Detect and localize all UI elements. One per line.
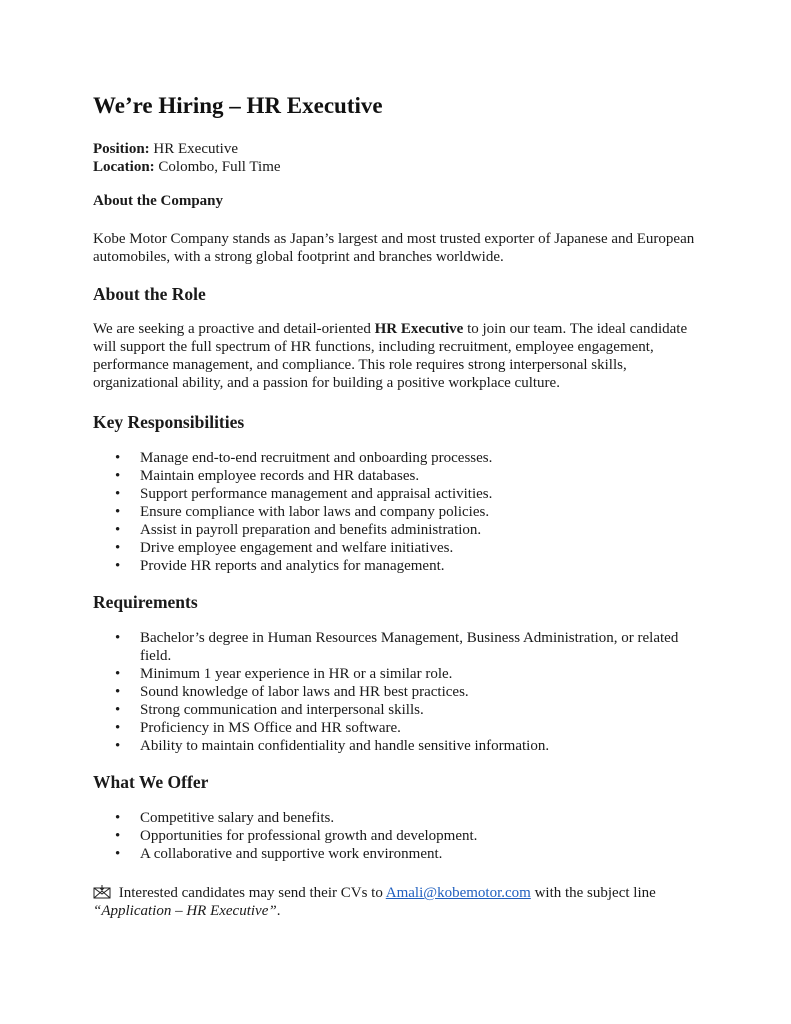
list-item-text: Competitive salary and benefits. [140, 810, 335, 826]
list-item [93, 449, 713, 467]
bullet-icon: • [115, 558, 121, 574]
bullet-icon: • [115, 738, 121, 754]
contact-text: . [276, 903, 281, 919]
list-item-text: Drive employee engagement and welfare initiatives. [140, 540, 454, 556]
bullet-icon: • [115, 828, 121, 844]
list-item-text: Maintain employee records and HR databases. [140, 468, 420, 484]
list-item [93, 827, 713, 845]
offer-heading: What We Offer [93, 772, 209, 792]
bullet-icon: • [115, 846, 121, 862]
bullet-icon: • [115, 450, 121, 466]
list-item-text: A collaborative and supportive work environment. [140, 846, 443, 862]
list-item-text: Ability to maintain confidentiality and handle sensitive information. [140, 738, 550, 754]
position-line [93, 140, 238, 158]
contact-line [93, 884, 713, 920]
bullet-icon: • [115, 468, 121, 484]
subject-line: “Application – HR Executive” [93, 903, 277, 919]
offer-list [93, 809, 713, 863]
bullet-icon: • [115, 540, 121, 556]
bullet-icon: • [115, 504, 121, 520]
bullet-icon: • [115, 522, 121, 538]
list-item [93, 737, 713, 755]
list-item-text: Support performance management and appraisal activities. [140, 486, 493, 502]
bullet-icon: • [115, 810, 121, 826]
bullet-icon: • [115, 684, 121, 700]
list-item [93, 701, 713, 719]
page-title: We’re Hiring – HR Executive [93, 93, 383, 118]
responsibilities-list [93, 449, 713, 575]
email-link[interactable]: Amali@kobemotor.com [385, 885, 531, 901]
responsibilities-heading: Key Responsibilities [93, 412, 245, 432]
list-item [93, 629, 713, 665]
list-item [93, 719, 713, 737]
list-item-text: Manage end-to-end recruitment and onboarding processes. [140, 450, 493, 466]
position-value: HR Executive [149, 141, 238, 157]
envelope-icon [93, 885, 111, 899]
list-item [93, 485, 713, 503]
list-item [93, 809, 713, 827]
contact-text: Interested candidates may send their CVs to [115, 885, 386, 901]
list-item [93, 467, 713, 485]
requirements-list [93, 629, 713, 755]
bullet-icon: • [115, 720, 121, 736]
bullet-icon: • [115, 666, 121, 682]
list-item-text: Opportunities for professional growth and development. [140, 828, 478, 844]
list-item-text: Bachelor’s degree in Human Resources Management, Business Administration, or related field. [140, 630, 679, 664]
about-company-text: Kobe Motor Company stands as Japan’s largest and most trusted exporter of Japanese and European automobiles, with a strong global footprint and branches worldwide. [93, 231, 695, 265]
list-item-text: Proficiency in MS Office and HR software. [140, 720, 401, 736]
list-item-text: Strong communication and interpersonal skills. [140, 702, 424, 718]
bullet-icon: • [115, 702, 121, 718]
bullet-icon: • [115, 630, 121, 646]
list-item [93, 683, 713, 701]
contact-text: with the subject line [530, 885, 656, 901]
location-line [93, 158, 281, 176]
list-item-text: Provide HR reports and analytics for management. [140, 558, 445, 574]
list-item [93, 539, 713, 557]
list-item [93, 503, 713, 521]
position-label: Position: [93, 141, 150, 157]
about-role-bold: HR Executive [374, 321, 464, 337]
about-company-heading: About the Company [93, 193, 224, 209]
list-item [93, 521, 713, 539]
list-item-text: Ensure compliance with labor laws and company policies. [140, 504, 490, 520]
bullet-icon: • [115, 486, 121, 502]
about-role-heading: About the Role [93, 284, 206, 304]
list-item-text: Minimum 1 year experience in HR or a similar role. [140, 666, 453, 682]
requirements-heading: Requirements [93, 592, 198, 612]
list-item-text: Sound knowledge of labor laws and HR best practices. [140, 684, 469, 700]
list-item [93, 845, 713, 863]
location-value: Colombo, Full Time [154, 159, 281, 175]
about-role-text [93, 320, 713, 392]
list-item-text: Assist in payroll preparation and benefits administration. [140, 522, 482, 538]
about-role-text-part: We are seeking a proactive and detail-oriented [93, 321, 375, 337]
list-item [93, 557, 713, 575]
about-role-text-part: to join our team. The ideal candidate will support the full spectrum of HR functions, including recruitment, employee engagement, performance management, and compliance. This role requires strong interpersonal skills, organizational ability, and a passion for building a positive workplace culture. [93, 321, 688, 391]
location-label: Location: [93, 159, 155, 175]
list-item [93, 665, 713, 683]
